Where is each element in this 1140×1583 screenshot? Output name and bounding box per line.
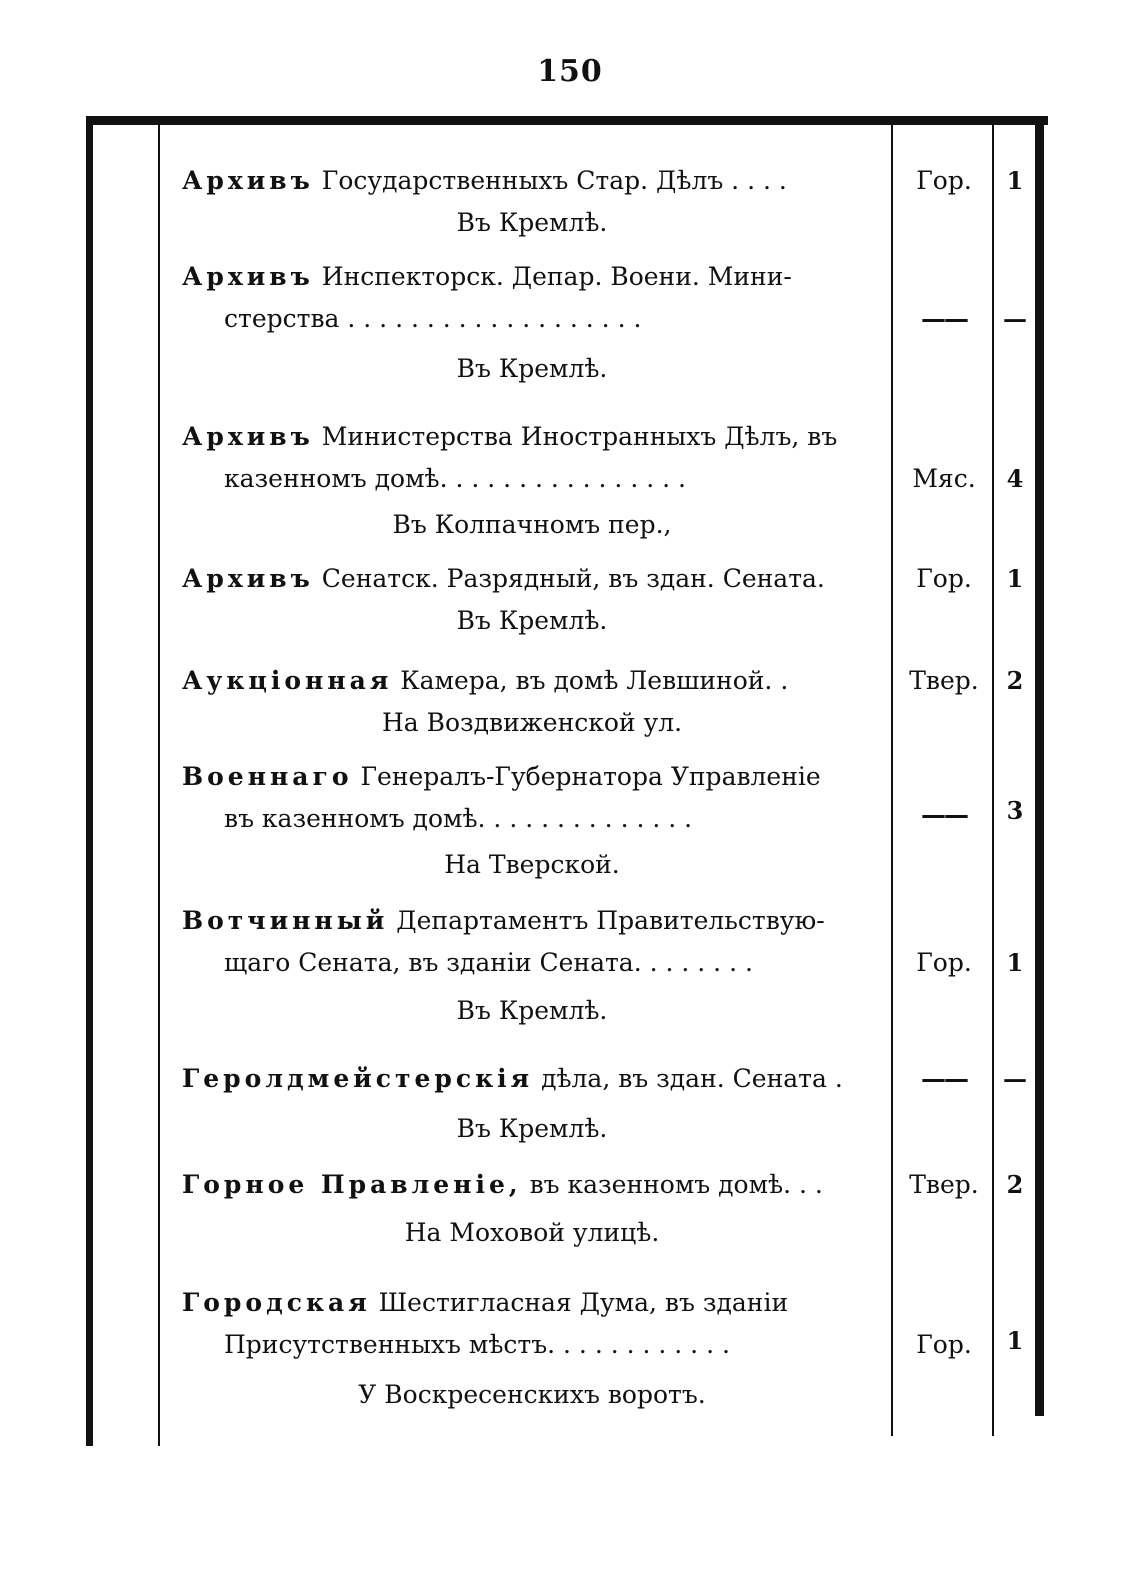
entry-part: Гор. <box>916 564 972 593</box>
entry-line: Шестигласная Дума, въ зданіи <box>378 1288 789 1317</box>
entry-line: щаго Сената, въ зданіи Сената. . . . . . . . <box>224 948 753 977</box>
entry-part: Гор. <box>916 166 972 195</box>
entry-name <box>182 558 882 600</box>
entry-lead: Геролдмейстерскія <box>182 1064 534 1093</box>
column-rule-margin <box>158 116 160 1446</box>
page-number: 150 <box>537 54 603 89</box>
entry-name <box>182 1164 882 1206</box>
entry-name <box>182 160 882 202</box>
entry-lead: Аукціонная <box>182 666 393 695</box>
entry-lead: Городская <box>182 1288 371 1317</box>
entry-lead: Архивъ <box>182 166 314 195</box>
entry-number: 2 <box>1006 666 1024 695</box>
left-rule <box>86 116 93 1446</box>
top-rule <box>86 116 1048 125</box>
entry-line: стерства . . . . . . . . . . . . . . . . . . . <box>224 304 642 333</box>
entry-line: Министерства Иностранныхъ Дѣлъ, въ <box>321 422 838 451</box>
entry-part: Твер. <box>909 1170 979 1199</box>
entry-location: На Моховой улицѣ. <box>404 1218 660 1247</box>
entry-number: 3 <box>1006 796 1024 825</box>
entry-name <box>182 660 882 702</box>
entry-line: въ казенномъ домѣ. . . <box>529 1170 823 1199</box>
entry-part: Твер. <box>909 666 979 695</box>
entry-lead: Военнаго <box>182 762 353 791</box>
entry-line: Генералъ-Губернатора Управленіе <box>360 762 821 791</box>
entry-location: На Воздвиженской ул. <box>381 708 683 737</box>
entry-lead: Вотчинный <box>182 906 389 935</box>
entry-part: —— <box>921 1064 967 1093</box>
entry-number: 1 <box>1006 166 1024 195</box>
entry-line: Инспекторск. Депар. Воени. Мини- <box>321 262 792 291</box>
entry-number: — <box>1003 1064 1027 1093</box>
entry-location: Въ Кремлѣ. <box>456 354 608 383</box>
entry-line: Государственныхъ Стар. Дѣлъ . . . . <box>321 166 787 195</box>
entry-number: 2 <box>1006 1170 1024 1199</box>
entry-number: — <box>1003 304 1027 333</box>
entry-lead: Архивъ <box>182 422 314 451</box>
entry-line: Департаментъ Правительствую- <box>396 906 825 935</box>
entry-line: Камера, въ домѣ Левшиной. . <box>400 666 789 695</box>
entry-location: Въ Кремлѣ. <box>456 208 608 237</box>
entry-part: Гор. <box>916 948 972 977</box>
entry-part: —— <box>921 800 967 829</box>
entry-number: 1 <box>1006 948 1024 977</box>
right-rule <box>1035 116 1044 1416</box>
entry-location: Въ Кремлѣ. <box>456 1114 608 1143</box>
entry-name <box>182 900 882 984</box>
entry-location: На Тверской. <box>444 850 620 879</box>
entry-line: казенномъ домѣ. . . . . . . . . . . . . . . . <box>224 464 686 493</box>
entry-location: Въ Кремлѣ. <box>456 996 608 1025</box>
entry-part: —— <box>921 304 967 333</box>
entry-location: У Воскресенскихъ воротъ. <box>358 1380 706 1409</box>
entry-lead: Горное Правленіе, <box>182 1170 522 1199</box>
entry-name <box>182 416 882 500</box>
entry-number: 4 <box>1006 464 1024 493</box>
entry-part: Гор. <box>916 1330 972 1359</box>
entry-line: Сенатск. Разрядный, въ здан. Сената. <box>321 564 825 593</box>
entry-name <box>182 256 882 340</box>
entry-line: Присутственныхъ мѣстъ. . . . . . . . . . . . <box>224 1330 730 1359</box>
entry-name <box>182 756 882 840</box>
entry-name <box>182 1282 882 1366</box>
entry-name <box>182 1058 882 1100</box>
entry-location: Въ Колпачномъ пер., <box>392 510 672 539</box>
entry-location: Въ Кремлѣ. <box>456 606 608 635</box>
entry-part: Мяс. <box>912 464 976 493</box>
entry-number: 1 <box>1006 1326 1024 1355</box>
entry-number: 1 <box>1006 564 1024 593</box>
entry-lead: Архивъ <box>182 262 314 291</box>
entry-lead: Архивъ <box>182 564 314 593</box>
column-rule-part <box>891 116 893 1436</box>
table-frame <box>86 116 1048 1446</box>
entry-line: въ казенномъ домѣ. . . . . . . . . . . . . . <box>224 804 693 833</box>
entry-line: дѣла, въ здан. Сената . <box>541 1064 843 1093</box>
